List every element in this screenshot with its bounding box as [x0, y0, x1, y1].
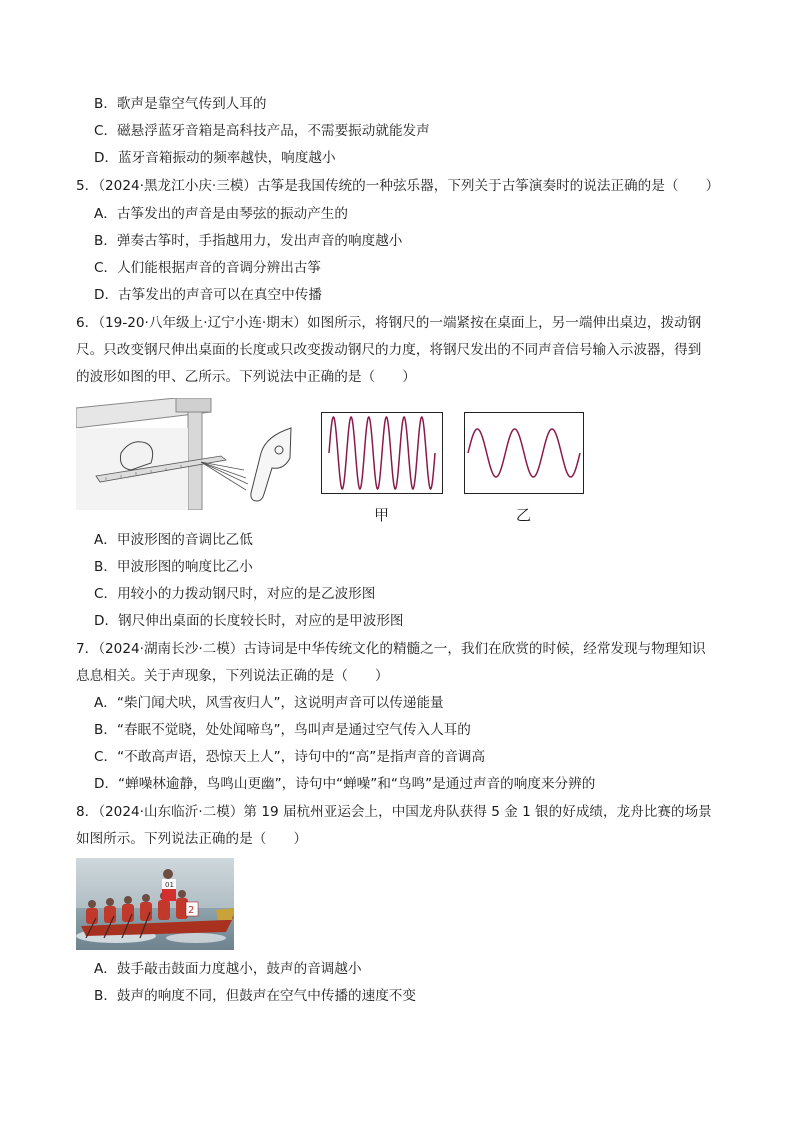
q7-option-d: D．“蝉噪林逾静，鸟鸣山更幽”，诗句中“蝉噪”和“鸟鸣”是通过声音的响度来分辨的 [94, 776, 596, 792]
q5-option-a: A．古筝发出的声音是由琴弦的振动产生的 [94, 206, 348, 222]
question-7-stem-line-2: 息息相关。关于声现象，下列说法正确的是（ ） [76, 668, 389, 684]
question-8-stem-line-1: 8．（2024·山东临沂·二模）第 19 届杭州亚运会上，中国龙舟队获得 5 金 1 银的好成绩，龙舟比赛的场景 [76, 804, 712, 820]
q5-option-b: B．弹奏古筝时，手指越用力，发出声音的响度越小 [94, 233, 403, 249]
q5-option-c: C．人们能根据声音的音调分辨出古筝 [94, 260, 321, 276]
q6-option-a: A．甲波形图的音调比乙低 [94, 532, 253, 548]
q5-option-d: D．古筝发出的声音可以在真空中传播 [94, 287, 322, 303]
question-6-stem-line-1: 6．（19-20·八年级上·辽宁小连·期末）如图所示，将钢尺的一端紧按在桌面上，另一端伸出桌边，拨动钢 [76, 315, 702, 331]
question-7-stem-line-1: 7．（2024·湖南长沙·二模）古诗词是中华传统文化的精髓之一，我们在欣赏的时候，经常发现与物理知识 [76, 641, 706, 657]
q8-option-a: A．鼓手敲击鼓面力度越小，鼓声的音调越小 [94, 961, 362, 977]
waveform-yi [464, 412, 584, 494]
waveform-jia [321, 412, 443, 494]
ruler-table-illustration [76, 398, 300, 510]
bib-number: 01 [165, 881, 174, 889]
waveform-label-jia: 甲 [374, 506, 390, 524]
q8-option-b: B．鼓声的响度不同，但鼓声在空气中传播的速度不变 [94, 988, 416, 1004]
question-8-stem-line-2: 如图所示。下列说法正确的是（ ） [76, 831, 308, 847]
q6-option-b: B．甲波形图的响度比乙小 [94, 559, 253, 575]
q7-option-c: C．“不敢高声语，恐惊天上人”，诗句中的“高”是指声音的音调高 [94, 749, 486, 765]
question-5-stem: 5．（2024·黑龙江小庆·三模）古筝是我国传统的一种弦乐器，下列关于古筝演奏时的说法正确的是（ ） [76, 178, 720, 194]
question-6-stem-line-3: 的波形如图的甲、乙所示。下列说法中正确的是（ ） [76, 369, 416, 385]
boat-number: 2 [188, 905, 195, 916]
option-text: B．歌声是靠空气传到人耳的 [94, 96, 267, 112]
option-text: D．蓝牙音箱振动的频率越快，响度越小 [94, 150, 336, 166]
q7-option-a: A．“柴门闻犬吠，风雪夜归人”，这说明声音可以传递能量 [94, 695, 444, 711]
waveform-label-yi: 乙 [516, 506, 532, 524]
dragon-boat-photo [76, 858, 234, 950]
q6-option-c: C．用较小的力拨动钢尺时，对应的是乙波形图 [94, 586, 376, 602]
q7-option-b: B．“春眠不觉晓，处处闻啼鸟”，鸟叫声是通过空气传入人耳的 [94, 722, 471, 738]
question-6-stem-line-2: 尺。只改变钢尺伸出桌面的长度或只改变拨动钢尺的力度，将钢尺发出的不同声音信号输入示波器，得到 [76, 342, 702, 358]
option-text: C．磁悬浮蓝牙音箱是高科技产品，不需要振动就能发声 [94, 123, 430, 139]
q6-option-d: D．钢尺伸出桌面的长度较长时，对应的是甲波形图 [94, 613, 404, 629]
